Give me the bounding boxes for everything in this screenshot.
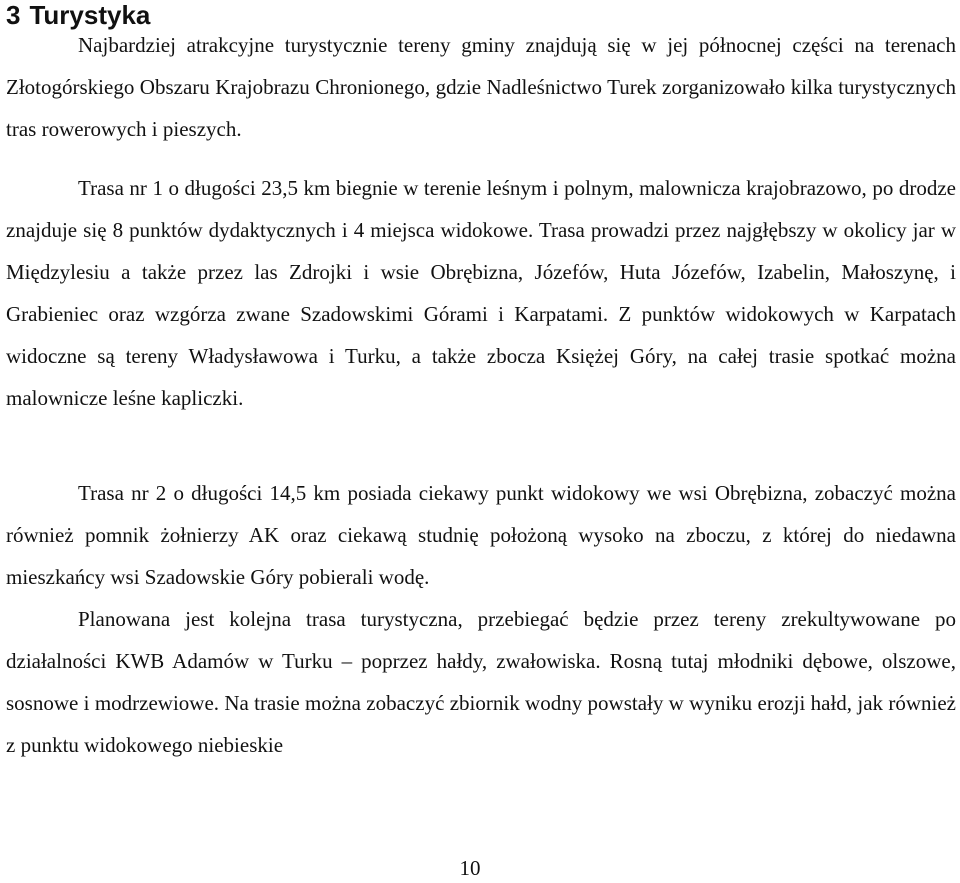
paragraph-route-1: Trasa nr 1 o długości 23,5 km biegnie w terenie leśnym i polnym, malownicza krajobrazowo, po drodze znajduje się 8 punktów dydaktycznych i 4 miejsca widokowe. Trasa prowadzi przez najgłębszy w okolicy jar w Międzylesiu a także przez las Zdrojki i wsie Obrębizna, Józefów, Huta Józefów, Izabelin, Małoszynę, i Grabieniec oraz wzgórza zwane Szadowskimi Górami i Karpatami. Z punktów widokowych w Karpatach widoczne są tereny Władysławowa i Turku, a także zbocza Księżej Góry, na całej trasie spotkać można malownicze leśne kapliczki. bbox=[6, 176, 956, 410]
page-number: 10 bbox=[459, 856, 481, 880]
section-number: 3 bbox=[6, 0, 21, 30]
paragraph-planned-route: Planowana jest kolejna trasa turystyczna, przebiegać będzie przez tereny zrekultywowane po działalności KWB Adamów w Turku – poprzez hałdy, zwałowiska. Rosną tutaj młodniki dębowe, olszowe, sosnowe i modrzewiowe. Na trasie można zobaczyć zbiornik wodny powstały w wyniku erozji hałd, jak również z punktu widokowego niebieskie bbox=[6, 607, 956, 757]
paragraph-intro: Najbardziej atrakcyjne turystycznie tereny gminy znajdują się w jej północnej części na terenach Złotogórskiego Obszaru Krajobrazu Chronionego, gdzie Nadleśnictwo Turek zorganizowało kilka turystycznych tras rowerowych i pieszych. bbox=[6, 33, 956, 141]
section-title: Turystyka bbox=[29, 0, 151, 30]
document-page bbox=[6, 0, 956, 757]
paragraph-route-2: Trasa nr 2 o długości 14,5 km posiada ciekawy punkt widokowy we wsi Obrębizna, zobaczyć można również pomnik żołnierzy AK oraz ciekawą studnię położoną wysoko na zboczu, z której do niedawna mieszkańcy wsi Szadowskie Góry pobierali wodę. bbox=[6, 481, 956, 589]
